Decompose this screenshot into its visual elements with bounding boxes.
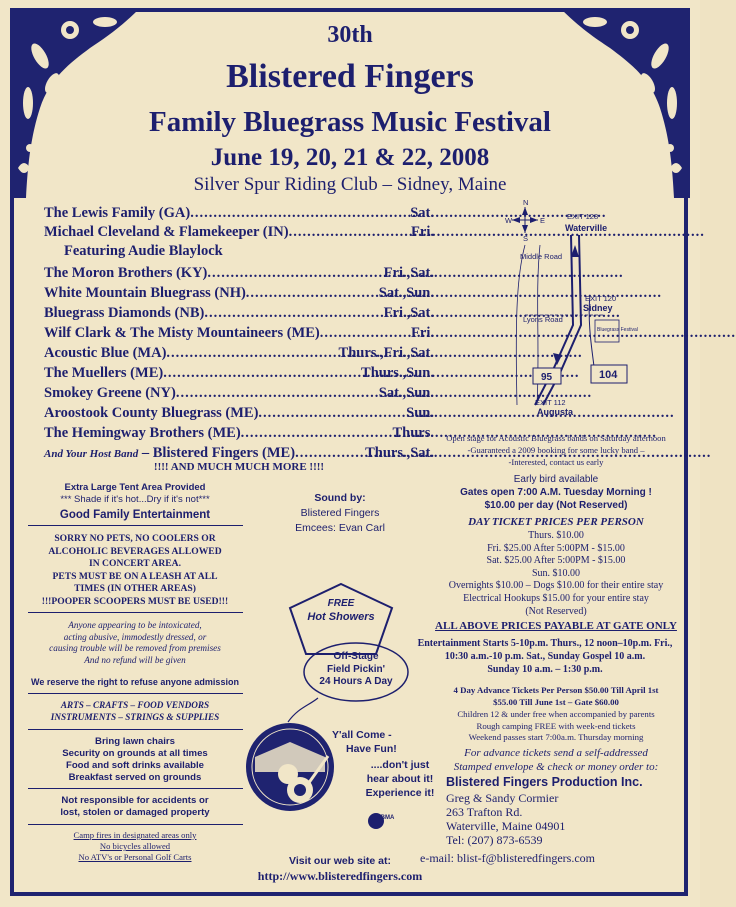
price-line: Sat. $25.00 After 5:00PM - $15.00 <box>486 555 626 567</box>
vendors-list <box>20 699 250 723</box>
tent-area <box>20 482 250 506</box>
festival-dates: June 19, 20, 21 & 22, 2008 <box>210 144 490 171</box>
company-name: Blistered Fingers Production Inc. <box>446 775 643 789</box>
route104-label: 104 <box>599 369 618 381</box>
middle-road-label: Middle Road <box>520 252 563 261</box>
lineup-row <box>44 284 434 302</box>
rule-line: PETS MUST BE ON A LEASH AT ALL <box>52 570 218 582</box>
rule-line: !!!POOPER SCOOPERS MUST BE USED!!! <box>41 595 229 607</box>
act-days: Thurs. <box>392 425 434 441</box>
compass-n: N <box>523 198 529 207</box>
rule-line: SORRY NO PETS, NO COOLERS OR <box>54 533 216 544</box>
mail-order-line: For advance tickets send a self-addressed <box>464 747 648 759</box>
house-band-days: Thurs.,Sat. <box>365 445 434 461</box>
early-bird-info <box>425 473 687 512</box>
lineup-row <box>44 324 434 342</box>
address-line: 263 Trafton Rd. <box>446 805 523 819</box>
children-line: Weekend passes start 7:00a.m. Thursday morning <box>468 732 644 742</box>
amenity-line: Food and soft drinks available <box>65 760 205 771</box>
mailing-address <box>446 791 686 847</box>
festival-venue: Silver Spur Riding Club – Sidney, Maine <box>193 174 507 195</box>
act-name: The Moron Brothers (KY) <box>44 265 208 281</box>
offstage-line: Field Pickin' <box>327 663 385 675</box>
small-rule-line: No bicycles allowed <box>99 841 171 851</box>
prices-title: DAY TICKET PRICES PER PERSON <box>468 516 644 528</box>
campground-rules <box>20 830 250 863</box>
lineup-row <box>44 223 434 241</box>
liability-line: Not responsible for accidents or <box>61 795 209 806</box>
conduct-line: acting abusive, immodestly dressed, or <box>63 631 207 642</box>
lineup-row <box>44 384 434 402</box>
act-name: The Hemingway Brothers (ME) <box>44 425 241 441</box>
amenity-line: Breakfast served on grounds <box>68 772 202 783</box>
children-camping-info <box>425 709 687 744</box>
price-list <box>425 530 687 618</box>
price-line: Thurs. $10.00 <box>528 530 584 541</box>
divider <box>28 693 243 694</box>
yall-line: Have Fun! <box>346 743 397 755</box>
augusta-label: Augusta <box>537 407 573 417</box>
act-name: Featuring Audie Blaylock <box>64 243 223 259</box>
act-days: Sat.,Sun. <box>378 285 434 301</box>
conduct-line: causing trouble will be removed from premises <box>49 643 221 654</box>
lineup-row <box>44 344 434 362</box>
tent-title: Extra Large Tent Area Provided <box>64 482 206 493</box>
address-line: Waterville, Maine 04901 <box>446 819 566 833</box>
liability-line: lost, stolen or damaged property <box>60 807 210 818</box>
lineup-row <box>64 242 434 260</box>
rule-line: ALCOHOLIC BEVERAGES ALLOWED <box>48 545 222 557</box>
act-days: Fri.,Sat. <box>383 305 434 321</box>
act-days: Sat.,Sun. <box>378 385 434 401</box>
lyons-road-label: Lyons Road <box>523 315 563 324</box>
vendor-line: ARTS – CRAFTS – FOOD VENDORS <box>60 700 210 710</box>
exit120-label: EXIT 120 <box>585 294 617 303</box>
rule-line: TIMES (IN OTHER AREAS) <box>74 583 196 595</box>
children-line: Rough camping FREE with week-end tickets <box>476 720 636 731</box>
per-day-rate: $10.00 per day (Not Reserved) <box>484 500 628 511</box>
sound-by-label: Sound by: <box>314 492 366 504</box>
lineup-row <box>44 264 434 282</box>
pet-cooler-rules <box>20 533 250 609</box>
act-name: The Lewis Family (GA) <box>44 205 191 221</box>
offstage-line: 24 Hours A Day <box>319 676 393 687</box>
address-line: Greg & Sandy Cormier <box>446 791 559 805</box>
hours-line: Entertainment Starts 5-10p.m. Thurs., 12 noon–10p.m. Fri., <box>417 638 673 649</box>
amenity-line: Security on grounds at all times <box>62 748 208 759</box>
ibma-label: IBMA <box>379 815 395 821</box>
house-band-prefix: And Your Host Band <box>44 448 139 460</box>
tent-sub: *** Shade if it's hot...Dry if it's not*** <box>60 494 210 505</box>
act-name: Aroostook County Bluegrass (ME) <box>44 405 259 421</box>
festival-name: Blistered Fingers <box>226 58 474 95</box>
waterville-label: Waterville <box>565 223 608 233</box>
experience-line: Experience it! <box>365 787 435 799</box>
reserve-right: We reserve the right to refuse anyone admission <box>31 677 239 687</box>
conduct-line: And no refund will be given <box>84 654 186 665</box>
act-name: The Muellers (ME) <box>44 365 164 381</box>
address-line: Tel: (207) 873-6539 <box>446 833 543 847</box>
act-days: Thurs.,Fri.,Sat. <box>338 345 434 361</box>
act-name: Wilf Clark & The Misty Mountaineers (ME) <box>44 325 320 341</box>
entertainment-hours <box>400 637 690 676</box>
small-rule-line: Camp fires in designated areas only <box>73 830 197 840</box>
rule-line: IN CONCERT AREA. <box>89 558 181 570</box>
act-days: Fri. <box>411 224 434 240</box>
divider <box>28 612 243 613</box>
act-name: Acoustic Blue (MA) <box>44 345 167 361</box>
email-address[interactable]: e-mail: blist-f@blisteredfingers.com <box>420 851 596 865</box>
open-stage-line: -Guaranteed a 2009 booking for some lucky band – <box>467 445 645 455</box>
ibma-logo <box>368 812 398 830</box>
mail-order-note <box>425 746 687 774</box>
lineup-row <box>44 404 434 422</box>
yall-line: Y'all Come - <box>332 729 392 741</box>
yall-come <box>332 728 412 756</box>
compass-e: E <box>540 216 546 225</box>
family-entertainment: Good Family Entertainment <box>59 509 211 521</box>
liability-notice <box>20 795 250 819</box>
early-bird-label: Early bird available <box>513 474 599 485</box>
divider <box>28 525 243 526</box>
offstage-bubble <box>300 651 412 689</box>
hours-line: 10:30 a.m.-10 p.m. Sat., Sunday Gospel 10 a.m. <box>444 651 646 662</box>
act-name: Smokey Greene (NY) <box>44 385 176 401</box>
much-more-note: !!!! AND MUCH MUCH MORE !!!! <box>153 461 325 473</box>
gates-open: Gates open 7:00 A.M. Tuesday Morning ! <box>460 487 652 498</box>
sound-credits <box>270 491 410 536</box>
hot-showers-label: Hot Showers <box>307 611 375 623</box>
open-stage-line: -Interested, contact us early <box>508 457 604 467</box>
price-line: Overnights $10.00 – Dogs $10.00 for their entire stay <box>448 580 664 592</box>
free-label: FREE <box>327 598 355 609</box>
hours-line: Sunday 10 a.m. – 1:30 p.m. <box>487 664 603 675</box>
edition-number: 30th <box>327 22 373 48</box>
price-line: (Not Reserved) <box>525 605 587 617</box>
lineup-row <box>44 424 434 442</box>
open-stage-info <box>425 432 687 468</box>
advance-line: 4 Day Advance Tickets Per Person $50.00 Till April 1st <box>453 685 659 695</box>
act-name: Bluegrass Diamonds (NB) <box>44 305 205 321</box>
directions-map <box>495 198 685 425</box>
vendor-line: INSTRUMENTS – STRINGS & SUPPLIES <box>50 712 220 722</box>
lineup-row <box>44 204 434 222</box>
emcees: Emcees: Evan Carl <box>295 522 385 534</box>
experience-line: hear about it! <box>366 773 434 785</box>
act-name: White Mountain Bluegrass (NH) <box>44 285 246 301</box>
amenity-line: Bring lawn chairs <box>95 736 175 747</box>
experience-line: ....don't just <box>370 759 430 771</box>
advance-tickets <box>425 684 687 708</box>
compass-w: W <box>505 216 513 225</box>
lineup-row <box>44 364 434 382</box>
act-days: Sat. <box>410 205 434 221</box>
website-url[interactable]: http://www.blisteredfingers.com <box>257 869 423 883</box>
advance-line: $55.00 Till June 1st – Gate $60.00 <box>493 697 619 707</box>
compass-icon <box>512 207 538 233</box>
website-label: Visit our web site at: <box>289 855 391 867</box>
children-line: Children 12 & under free when accompanied by parents <box>457 709 655 719</box>
sound-name: Blistered Fingers <box>300 507 380 519</box>
payable-at-gate: ALL ABOVE PRICES PAYABLE AT GATE ONLY <box>435 620 677 632</box>
price-line: Sun. $10.00 <box>531 567 581 579</box>
exit112-label: EXIT 112 <box>535 398 566 407</box>
divider <box>28 729 243 730</box>
mail-order-line: Stamped envelope & check or money order to: <box>453 761 659 773</box>
small-rule-line: No ATV's or Personal Golf Carts <box>78 852 192 862</box>
offstage-line: Off-Stage <box>333 651 379 662</box>
amenities-list <box>20 736 250 784</box>
act-days: Sun. <box>406 405 434 421</box>
lineup-row <box>44 304 434 322</box>
divider <box>28 788 243 789</box>
compass-s: S <box>523 234 529 243</box>
conduct-line: Anyone appearing to be intoxicated, <box>68 620 202 630</box>
festival-subtitle: Family Bluegrass Music Festival <box>149 106 551 138</box>
exit128-label: EXIT 128 <box>567 212 599 221</box>
banjo-player-illustration <box>240 712 340 822</box>
festival-map-label: Bluegrass Festival <box>597 327 638 333</box>
act-name: Michael Cleveland & Flamekeeper (IN) <box>44 224 289 240</box>
act-days: Fri. <box>411 325 434 341</box>
conduct-policy <box>20 620 250 666</box>
act-days: Thurs.,Sun. <box>361 365 434 381</box>
experience-it <box>360 758 440 800</box>
price-line: Electrical Hookups $15.00 for your entire stay <box>463 592 649 604</box>
balloon-tail <box>268 696 328 726</box>
price-line: Fri. $25.00 After 5:00PM - $15.00 <box>487 542 625 554</box>
sidney-label: Sidney <box>583 303 613 313</box>
house-band-name: – Blistered Fingers (ME) <box>141 445 296 461</box>
divider <box>28 824 243 825</box>
act-days: Fri.,Sat. <box>383 265 434 281</box>
route95-label: 95 <box>541 372 553 383</box>
open-stage-line: Open stage for Acoustic Bluegrass bands on Saturday afternoon <box>446 433 666 443</box>
